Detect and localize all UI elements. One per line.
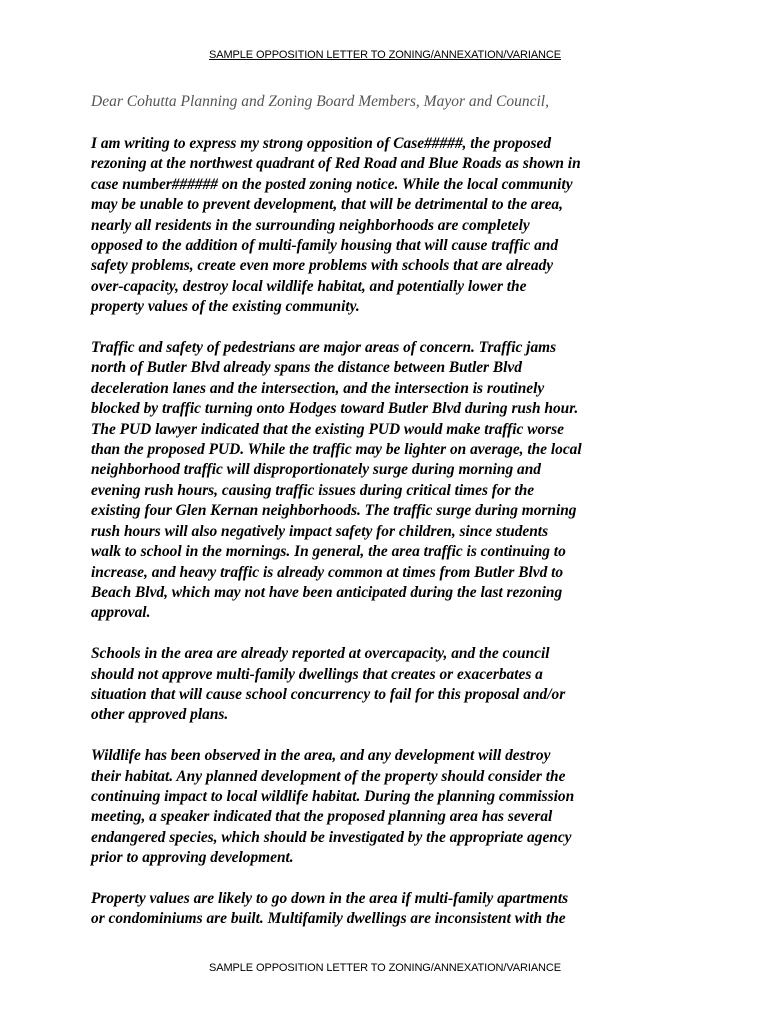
page-header: SAMPLE OPPOSITION LETTER TO ZONING/ANNEXATION/VARIANCE xyxy=(209,49,561,61)
text-line: endangered species, which should be investigated by the appropriate agency xyxy=(91,828,572,846)
text-line: approval. xyxy=(91,604,151,622)
text-line: deceleration lanes and the intersection, and the intersection is routinely xyxy=(91,379,545,397)
paragraph-wildlife xyxy=(91,746,691,868)
text-line: rush hours will also negatively impact safety for children, since students xyxy=(91,522,549,540)
text-line: I am writing to express my strong opposition of Case#####, the proposed xyxy=(91,135,552,152)
text-line: property values of the existing community. xyxy=(91,298,360,316)
letter-body xyxy=(91,134,691,950)
text-line: blocked by traffic turning onto Hodges toward Butler Blvd during rush hour. xyxy=(91,400,579,418)
text-line: The PUD lawyer indicated that the existing PUD would make traffic worse xyxy=(91,420,564,438)
text-line: prior to approving development. xyxy=(91,849,294,867)
text-line: opposed to the addition of multi-family housing that will cause traffic and xyxy=(91,237,559,255)
text-line: Schools in the area are already reported at overcapacity, and the council xyxy=(91,645,550,663)
text-line: other approved plans. xyxy=(91,706,229,724)
text-line: over-capacity, destroy local wildlife habitat, and potentially lower the xyxy=(91,277,527,295)
text-line: situation that will cause school concurrency to fail for this proposal and/or xyxy=(91,685,566,703)
text-line: continuing impact to local wildlife habitat. During the planning commission xyxy=(91,787,575,805)
text-line: walk to school in the mornings. In general, the area traffic is continuing to xyxy=(91,543,566,561)
text-line: existing four Glen Kernan neighborhoods. The traffic surge during morning xyxy=(91,502,577,520)
paragraph-property-values xyxy=(91,889,691,930)
page-footer: SAMPLE OPPOSITION LETTER TO ZONING/ANNEXATION/VARIANCE xyxy=(209,962,561,974)
text-line: case number###### on the posted zoning notice. While the local community xyxy=(91,175,573,193)
text-line: increase, and heavy traffic is already common at times from Butler Blvd to xyxy=(91,563,564,581)
paragraph-schools xyxy=(91,644,691,726)
text-line: Wildlife has been observed in the area, and any development will destroy xyxy=(91,747,551,765)
text-line: neighborhood traffic will disproportionately surge during morning and xyxy=(91,461,541,479)
text-line: than the proposed PUD. While the traffic may be lighter on average, the local xyxy=(91,441,582,459)
text-line: should not approve multi-family dwellings that creates or exacerbates a xyxy=(91,665,543,683)
text-line: Beach Blvd, which may not have been anticipated during the last rezoning xyxy=(91,583,563,601)
text-line: their habitat. Any planned development of the property should consider the xyxy=(91,767,566,785)
paragraph-opposition xyxy=(91,134,691,318)
text-line: may be unable to prevent development, that will be detrimental to the area, xyxy=(91,196,563,214)
text-line: safety problems, create even more problems with schools that are already xyxy=(91,257,554,275)
text-line: north of Butler Blvd already spans the distance between Butler Blvd xyxy=(91,359,522,377)
text-line: Traffic and safety of pedestrians are major areas of concern. Traffic jams xyxy=(91,339,557,357)
text-line: or condominiums are built. Multifamily dwellings are inconsistent with the xyxy=(91,910,566,928)
text-line: nearly all residents in the surrounding neighborhoods are completely xyxy=(91,216,530,234)
text-line: evening rush hours, causing traffic issues during critical times for the xyxy=(91,481,535,499)
text-line: Property values are likely to go down in the area if multi-family apartments xyxy=(91,889,569,907)
text-line: meeting, a speaker indicated that the proposed planning area has several xyxy=(91,808,553,826)
paragraph-traffic xyxy=(91,338,691,624)
salutation: Dear Cohutta Planning and Zoning Board Members, Mayor and Council, xyxy=(91,93,549,110)
text-line: rezoning at the northwest quadrant of Red Road and Blue Roads as shown in xyxy=(91,155,581,173)
